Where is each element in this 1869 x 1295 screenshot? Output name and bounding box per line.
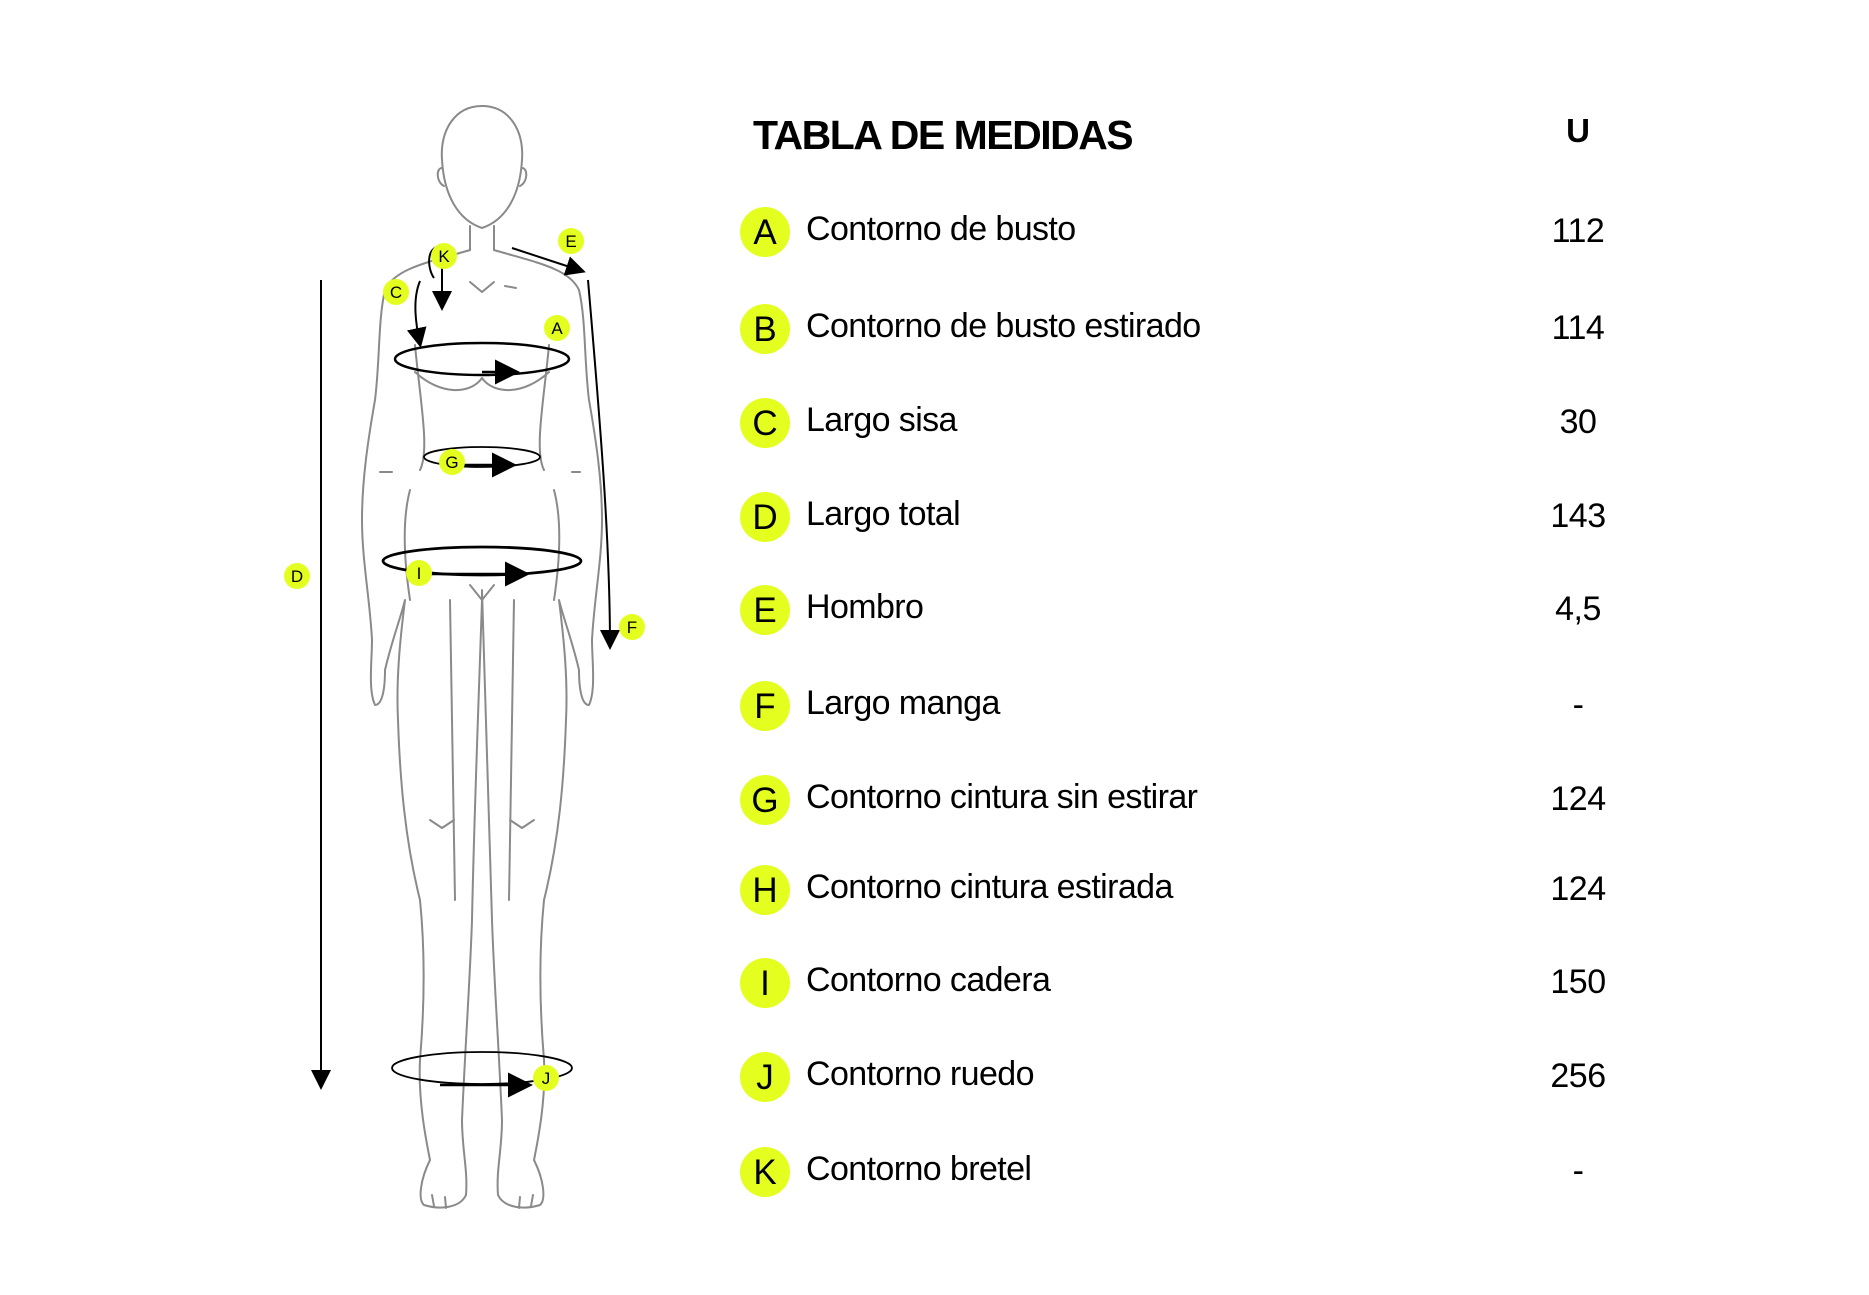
letter-badge: I [740, 958, 790, 1008]
page-title: TABLA DE MEDIDAS [753, 112, 1133, 158]
mannequin-outline [362, 106, 602, 1208]
measurement-row-d [740, 492, 1640, 552]
measurement-value: 124 [1550, 870, 1606, 908]
measurement-row-h [740, 865, 1640, 925]
measurement-row-e [740, 585, 1640, 645]
measurement-value: - [1572, 686, 1584, 724]
measurement-value: 112 [1551, 212, 1605, 250]
letter-badge: E [740, 585, 790, 635]
letter-badge: D [740, 492, 790, 542]
svg-text:I: I [416, 564, 422, 583]
letter-badge: F [740, 681, 790, 731]
measurement-value: 124 [1550, 780, 1606, 818]
letter-badge: H [740, 865, 790, 915]
measurement-row-b [740, 304, 1640, 364]
svg-text:K: K [438, 247, 450, 266]
svg-text:C: C [389, 283, 403, 302]
measurement-label: Hombro [806, 588, 924, 626]
svg-text:G: G [445, 453, 459, 472]
svg-text:E: E [565, 232, 577, 251]
measurement-label: Contorno cintura estirada [806, 868, 1173, 906]
measurement-row-a [740, 207, 1640, 267]
measurement-label: Contorno de busto [806, 210, 1076, 248]
measurement-value: 143 [1550, 497, 1606, 535]
figure-marker-i [406, 560, 432, 586]
measurement-value: 256 [1550, 1057, 1606, 1095]
measurement-value: - [1572, 1152, 1584, 1190]
measurement-value: 30 [1559, 403, 1597, 441]
measurement-label: Contorno ruedo [806, 1055, 1034, 1093]
svg-text:F: F [626, 618, 638, 637]
figure-marker-j [533, 1065, 559, 1091]
measurement-value: 4,5 [1555, 590, 1601, 628]
measurement-value: 114 [1551, 309, 1605, 347]
unit-column-header: U [1566, 112, 1590, 149]
measurement-lines [321, 246, 610, 1086]
measurement-label: Largo sisa [806, 401, 957, 439]
measurement-label: Contorno cintura sin estirar [806, 778, 1198, 816]
measurement-label: Contorno bretel [806, 1150, 1032, 1188]
letter-badge: C [740, 398, 790, 448]
figure-marker-c [383, 279, 409, 305]
measurement-row-k [740, 1147, 1640, 1207]
measurement-label: Largo manga [806, 684, 1000, 722]
figure-marker-d [284, 563, 310, 589]
svg-text:D: D [290, 567, 304, 586]
figure-marker-g [439, 449, 465, 475]
letter-badge: G [740, 775, 790, 825]
measurement-row-j [740, 1052, 1640, 1112]
letter-badge: A [740, 207, 790, 257]
figure-marker-k [431, 243, 457, 269]
svg-text:A: A [551, 319, 563, 338]
measurement-row-g [740, 775, 1640, 835]
measurement-row-f [740, 681, 1640, 741]
letter-badge: B [740, 304, 790, 354]
measurement-row-i [740, 958, 1640, 1018]
figure-marker-a [544, 315, 570, 341]
measurement-row-c [740, 398, 1640, 458]
measurement-label: Contorno de busto estirado [806, 307, 1201, 345]
letter-badge: K [740, 1147, 790, 1197]
figure-badges [284, 228, 645, 1091]
figure-marker-f [619, 614, 645, 640]
measurement-value: 150 [1550, 963, 1606, 1001]
svg-text:J: J [541, 1069, 551, 1088]
letter-badge: J [740, 1052, 790, 1102]
figure-marker-e [558, 228, 584, 254]
measurement-label: Largo total [806, 495, 961, 533]
measurement-label: Contorno cadera [806, 961, 1051, 999]
